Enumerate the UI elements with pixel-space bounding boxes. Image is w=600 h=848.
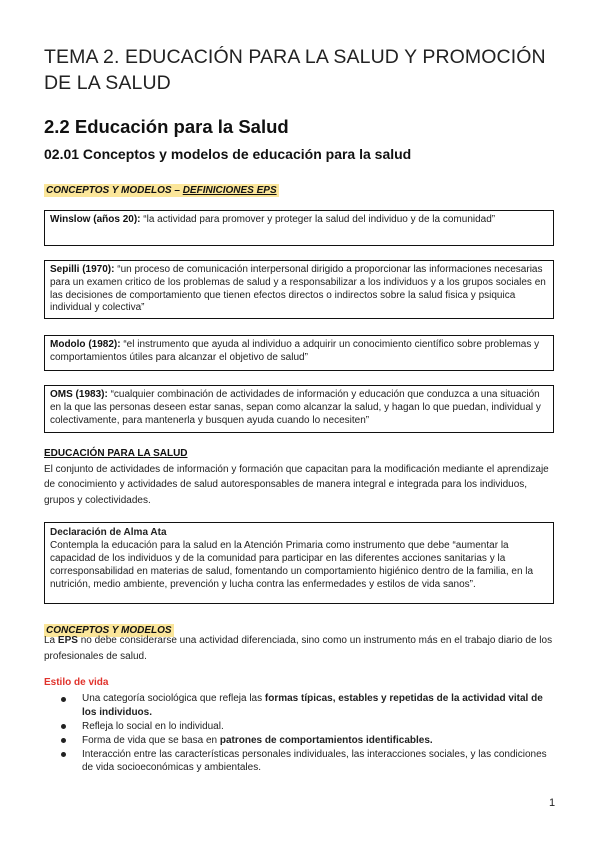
bullet-icon bbox=[61, 752, 66, 757]
alma-ata-title: Declaración de Alma Ata bbox=[50, 527, 167, 538]
list-item-text: Interacción entre las características personales individuales, las interacciones sociales, y las condiciones de vida socioeconómicas y ambientales. bbox=[82, 748, 547, 773]
eps-section-title: EDUCACIÓN PARA LA SALUD bbox=[44, 448, 188, 459]
definition-text: “cualquier combinación de actividades de información y educación que conduzca a una situación en la que las personas deseen estar sanas, sepan como alcanzar la salud, y hagan lo que puedan, individual y colectivamente, para mantenerla y busquen ayuda cuando lo necesiten” bbox=[50, 389, 541, 426]
eps-section-body: El conjunto de actividades de información y formación que capacitan para la modificación mediante el aprendizaje de conocimiento y actividades de salud autoresponsables de manera integral e integrada para los individuos, grupos y colectividades. bbox=[44, 463, 549, 506]
subsection-heading: 02.01 Conceptos y modelos de educación para la salud bbox=[44, 146, 412, 162]
bullet-icon bbox=[61, 724, 66, 729]
list-item bbox=[60, 692, 556, 719]
definition-author: OMS (1983): bbox=[50, 389, 108, 400]
definition-text: “el instrumento que ayuda al individuo a adquirir un conocimiento científico sobre problemas y comportamientos útiles para alcanzar el objetivo de salud” bbox=[50, 339, 540, 363]
definition-author: Winslow (años 20): bbox=[50, 214, 141, 225]
section-heading: 2.2 Educación para la Salud bbox=[44, 116, 289, 137]
definition-text: “un proceso de comunicación interpersonal dirigido a proporcionar las informaciones necesarias para un examen critico de los problemas de salud y a responsabilizar a los individuos y a los grupos sociales en las decisiones de comportamiento que tienen efectos directos o indirectos sobre la salud fisica y psiquica individual y colectiva” bbox=[50, 264, 546, 314]
concepts-label-highlight: CONCEPTOS Y MODELOS bbox=[46, 625, 172, 636]
bullet-icon bbox=[61, 697, 66, 702]
list-item bbox=[60, 734, 556, 748]
definitions-label-highlight bbox=[44, 184, 279, 197]
eps-section bbox=[44, 446, 556, 508]
list-item-text: Forma de vida que se basa en bbox=[82, 734, 220, 746]
definition-box-oms bbox=[44, 385, 554, 433]
list-item-text: Una categoría sociológica que refleja las bbox=[82, 693, 265, 704]
definitions-label-prefix: CONCEPTOS Y MODELOS – bbox=[46, 185, 183, 196]
eps-note-post: no debe considerarse una actividad diferenciada, sino como un instrumento más en el trabajo diario de los profesionales de salud. bbox=[44, 635, 553, 662]
definition-author: Sepilli (1970): bbox=[50, 264, 115, 275]
alma-ata-body: Contempla la educación para la salud en la Atención Primaria como instrumento que debe “aumentar la capacidad de los individuos y de la comunidad para participar en las diferentes acciones sanitarias y la corresponsabilidad en materias de salud, fomentando un comportamiento higiénico dentro de la familia, en la nutrición, medio ambiente, prevención y lucha contra las enfermedades y estilos de vida sanos”. bbox=[50, 540, 534, 590]
definitions-label bbox=[44, 180, 279, 198]
definition-box-winslow bbox=[44, 210, 554, 246]
eps-note-pre: La bbox=[44, 635, 58, 646]
eps-note-bold: EPS bbox=[57, 635, 78, 646]
list-item bbox=[60, 720, 556, 734]
definition-box-sepilli bbox=[44, 260, 554, 319]
eps-note bbox=[44, 633, 556, 664]
definition-box-modolo bbox=[44, 335, 554, 371]
list-item-bold: patrones de comportamientos identificables. bbox=[219, 734, 433, 746]
list-item-bold: formas típicas, estables y repetidas de la actividad vital de los individuos. bbox=[82, 693, 543, 718]
list-item-text: Refleja lo social en lo individual. bbox=[82, 720, 224, 732]
estilo-list bbox=[60, 692, 556, 775]
list-item bbox=[60, 748, 556, 775]
page-number: 1 bbox=[549, 797, 556, 809]
alma-ata-box bbox=[44, 522, 554, 604]
bullet-icon bbox=[61, 738, 66, 743]
tema-title: TEMA 2. EDUCACIÓN PARA LA SALUD Y PROMOCIÓN DE LA SALUD bbox=[44, 46, 546, 94]
definition-text: “la actividad para promover y proteger la salud del individuo y de la comunidad” bbox=[140, 214, 496, 225]
definitions-label-underlined: DEFINICIONES EPS bbox=[182, 185, 277, 196]
estilo-title: Estilo de vida bbox=[44, 677, 109, 688]
definition-author: Modolo (1982): bbox=[50, 339, 121, 350]
